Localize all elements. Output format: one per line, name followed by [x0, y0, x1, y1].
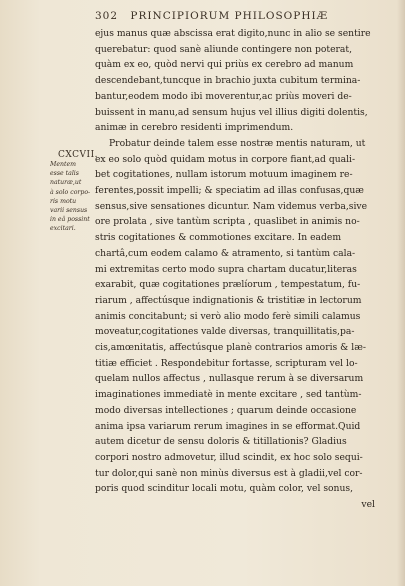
text-line: quelam nullos affectus , nullasque rerum à se diversarum	[95, 373, 364, 385]
marginal-note-line: in eâ possint	[50, 216, 90, 224]
text-line: ferentes,possit impelli; & speciatim ad illas confusas,quæ	[95, 185, 364, 197]
text-line: bantur,eodem modo ibi moverentur,ac priùs moveri de-	[95, 90, 352, 102]
text-line: bet cogitationes, nullam istorum motuum imaginem re-	[95, 169, 353, 181]
text-line: querebatur: quod sanè aliunde contingere non poterat,	[95, 43, 352, 55]
body-text	[95, 26, 375, 513]
text-line: modo diversas intellectiones ; quarum deinde occasione	[95, 404, 357, 416]
text-line: imaginationes immediatè in mente excitare , sed tantùm-	[95, 389, 362, 401]
text-line: descendebant,tuncque in brachio juxta cubitum termina-	[95, 75, 361, 87]
page-edge-shadow	[397, 0, 405, 586]
text-line: corpori nostro admovetur, illud scindit, ex hoc solo sequi-	[95, 451, 363, 463]
marginal-note-line: naturæ,ut	[50, 179, 82, 187]
text-line: riarum , affectúsque indignationis & tristitiæ in lectorum	[95, 294, 362, 306]
text-line: mi extremitas certo modo supra chartam ducatur,literas	[95, 263, 357, 275]
text-line: stris cogitationes & commotiones excitare. In eadem	[95, 232, 342, 244]
text-line: animis concitabunt; si verò alio modo ferè simili calamus	[95, 310, 361, 322]
text-line: moveatur,cogitationes valde diversas, tranquillitatis,pa-	[95, 326, 355, 338]
text-line: buissent in manu,ad sensum hujus vel illius digiti dolentis,	[95, 106, 368, 118]
marginal-note-line: excitari.	[50, 225, 76, 233]
section-number: CXCVII.	[58, 150, 98, 160]
text-line: autem dicetur de sensu doloris & titillationis? Gladius	[95, 436, 347, 448]
text-line: cis,amœnitatis, affectúsque planè contrarios amoris & læ-	[95, 342, 366, 354]
text-line: sensus,sive sensationes dicuntur. Nam videmus verba,sive	[95, 200, 368, 212]
marginal-note-line: à solo corpo-	[50, 188, 91, 196]
marginal-note	[50, 160, 98, 234]
marginal-note-line: ris motu	[50, 197, 77, 205]
text-line: ex eo solo quòd quidam motus in corpore fiant,ad quali-	[95, 153, 356, 165]
text-line: animæ in cerebro residenti imprimendum.	[95, 122, 294, 134]
running-title: PRINCIPIORUM PHILOSOPHIÆ	[130, 10, 329, 22]
page-number: 302	[95, 10, 119, 22]
text-line: exarabit, quæ cogitationes prælíorum , tempestatum, fu-	[95, 279, 361, 291]
text-line: Probatur deinde talem esse nostræ mentis naturam, ut	[109, 137, 366, 149]
text-line: chartâ,cum eodem calamo & atramento, si tantùm cala-	[95, 247, 356, 259]
text-line: poris quod scinditur locali motu, quàm color, vel sonus,	[95, 483, 354, 495]
marginal-note-line: varii sensus	[50, 207, 88, 215]
marginal-note-line: Mentem	[50, 161, 76, 168]
text-line: titiæ efficiet . Respondebitur fortasse, scripturam vel lo-	[95, 357, 358, 369]
marginal-note-line: esse talis	[50, 170, 79, 178]
text-line: anima ipsa variarum rerum imagines in se efformat.Quid	[95, 420, 361, 432]
text-line: ejus manus quæ abscissa erat digito,nunc in alio se sentire	[95, 28, 371, 39]
text-line: quàm ex eo, quòd nervi qui priùs ex cerebro ad manum	[95, 59, 354, 71]
text-line: ore prolata , sive tantùm scripta , quaslibet in animis no-	[95, 216, 360, 228]
text-line: vel	[361, 499, 375, 511]
running-header	[95, 10, 395, 22]
text-line: tur dolor,qui sanè non minùs diversus est à gladii,vel cor-	[95, 467, 363, 479]
